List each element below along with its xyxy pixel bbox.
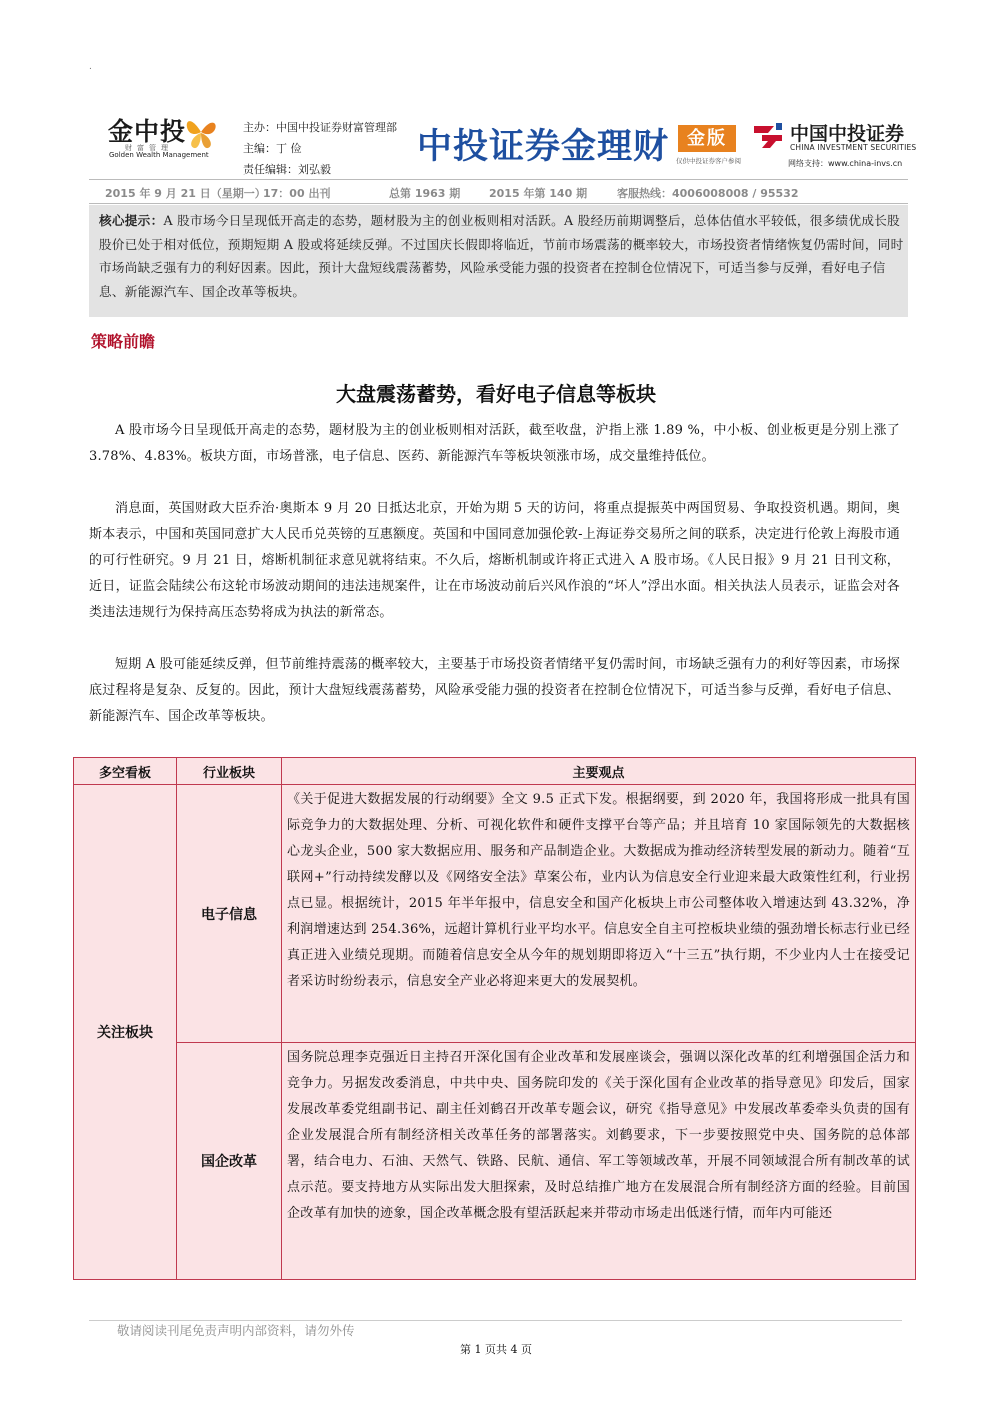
masthead-title: 中投证券金理财 [417,127,670,167]
sector-cell: 国企改革 [177,1043,282,1280]
logo-subtitle-zh: 财富管理 [125,144,173,152]
article-headline: 大盘震荡蓄势，看好电子信息等板块 [336,382,656,406]
sector-cell: 电子信息 [177,785,282,1043]
issue-date: 2015 年 9 月 21 日（星期一） [105,187,266,200]
paragraph-3: 短期 A 股可能延续反弹，但节前维持震荡的概率较大，主要基于市场投资者情绪平复仍需时间，市场缺乏强有力的利好等因素，市场探底过程将是复杂、反复的。因此，预计大盘短线震荡蓄势，风险承受能力强的投资者在控制仓位情况下，可适当参与反弹，看好电子信息、新能源汽车、国企改革等板块。 [89,657,900,724]
brand-name-en: CHINA INVESTMENT SECURITIES [790,143,917,152]
sector-view-table [73,757,916,1280]
butterfly-logo-icon [182,112,220,152]
logo-text: 金中投 [108,117,187,146]
total-issue: 总第 1963 期 [389,187,461,200]
issue-time: 17：00 出刊 [263,187,331,200]
page-number: 第 1 页共 4 页 [460,1343,532,1356]
year-issue: 2015 年第 140 期 [489,187,588,200]
website-line: 网络支持：www.china-invs.cn [788,159,903,168]
sponsor-line: 主办：中国中投证券财富管理部 [243,121,397,134]
corner-mark: . [89,62,92,72]
hotline: 客服热线：4006008008 / 95532 [617,187,799,200]
summary-label: 核心提示： [99,213,164,228]
paragraph-2: 消息面，英国财政大臣乔治·奥斯本 9 月 20 日抵达北京，开始为期 5 天的访问，将重点提振英中两国贸易、争取投资机遇。期间，奥斯本表示，中国和英国同意扩大人民币兑英镑的互惠额度。英国和中国同意加强伦敦-上海证券交易所之间的联系，决定进行伦敦上海股市通的可行性研究。9 月 21 日，熔断机制征求意见就将结束。不久后，熔断机制或许将正式进入 A 股市场。《人民日报》9 月 21 日刊文称，近日，证监会陆续公布这轮市场波动期间的违法违规案件，让在市场波动前后兴风作浪的“坏人”浮出水面。相关执法人员表示，证监会对各类违法违规行为保持高压态势将成为执法的新常态。 [89,501,900,620]
view-cell: 《关于促进大数据发展的行动纲要》全文 9.5 正式下发。根据纲要，到 2020 年，我国将形成一批具有国际竞争力的大数据处理、分析、可视化软件和硬件支撑平台等产品；并且培育 10 家国际领先的大数据核心龙头企业，500 家大数据应用、服务和产品制造企业。大数据成为推动经济转型发展的新动力。随着“互联网+”行动持续发酵以及《网络安全法》草案公布，业内认为信息安全行业迎来最大政策性红利，行业拐点已显。根据统计，2015 年半年报中，信息安全和国产化板块上市公司整体收入增速达到 43.32%，净利润增速达到 254.36%，远超计算机行业平均水平。信息安全自主可控板块业绩的强劲增长标志行业已经真正进入业绩兑现期。而随着信息安全从今年的规划期即将迈入“十三五”执行期，不少业内人士在接受记者采访时纷纷表示，信息安全产业必将迎来更大的发展契机。 [282,785,916,1043]
paragraph-1: A 股市场今日呈现低开高走的态势，题材股为主的创业板则相对活跃，截至收盘，沪指上涨 1.89 %，中小板、创业板更是分别上涨了 3.78%、4.83%。板块方面，市场普涨，电子信息、医药、新能源汽车等板块领涨市场，成交量维持低位。 [89,423,900,464]
summary-text: A 股市场今日呈现低开高走的态势，题材股为主的创业板则相对活跃。A 股经历前期调整后，总体估值水平较低，很多绩优成长股股价已处于相对低位，预期短期 A 股或将延续反弹。不过国庆长假即将临近，节前市场震荡的概率较大，市场投资者情绪恢复仍需时间，同时市场尚缺乏强有力的利好因素。因此，预计大盘短线震荡蓄势，风险承受能力强的投资者在控制仓位情况下，可适当参与反弹，看好电子信息、新能源汽车、国企改革等板块。 [99,213,904,299]
brand-name: 中国中投证券 [790,123,905,145]
edition-note: 仅供中投证券客户参阅 [676,157,741,165]
view-cell: 国务院总理李克强近日主持召开深化国有企业改革和发展座谈会，强调以深化改革的红利增强国企活力和竞争力。另据发改委消息，中共中央、国务院印发的《关于深化国有企业改革的指导意见》印发后，国家发展改革委党组副书记、副主任刘鹤召开改革专题会议，研究《指导意见》中发展改革委牵头负责的国有企业发展混合所有制经济相关改革任务的部署落实。刘鹤要求，下一步要按照党中央、国务院的总体部署，结合电力、石油、天然气、铁路、民航、通信、军工等领域改革，开展不同领域混合所有制改革的试点示范。要支持地方从实际出发大胆探索，及时总结推广地方在发展混合所有制经济方面的经验。目前国企改革有加快的迹象，国企改革概念股有望活跃起来并带动市场走出低迷行情，而年内可能还 [282,1043,916,1280]
table-header-row [74,758,916,785]
category-cell: 关注板块 [74,785,177,1280]
logo-subtitle-en: Golden Wealth Management [109,151,209,159]
core-summary-box [89,205,908,317]
responsible-editor-line: 责任编辑：刘弘毅 [243,163,331,176]
table-row [74,1043,916,1280]
header-view: 主要观点 [282,758,916,785]
table-row [74,785,916,1043]
footer-disclaimer: 敬请阅读刊尾免责声明内部资料，请勿外传 [117,1323,355,1338]
header-outlook: 多空看板 [74,758,177,785]
edition-badge: 金版 [678,125,736,152]
editor-in-chief-line: 主编：丁 俭 [243,142,302,155]
brand-logo-icon [752,120,784,152]
section-title: 策略前瞻 [91,332,156,351]
header-sector: 行业板块 [177,758,282,785]
